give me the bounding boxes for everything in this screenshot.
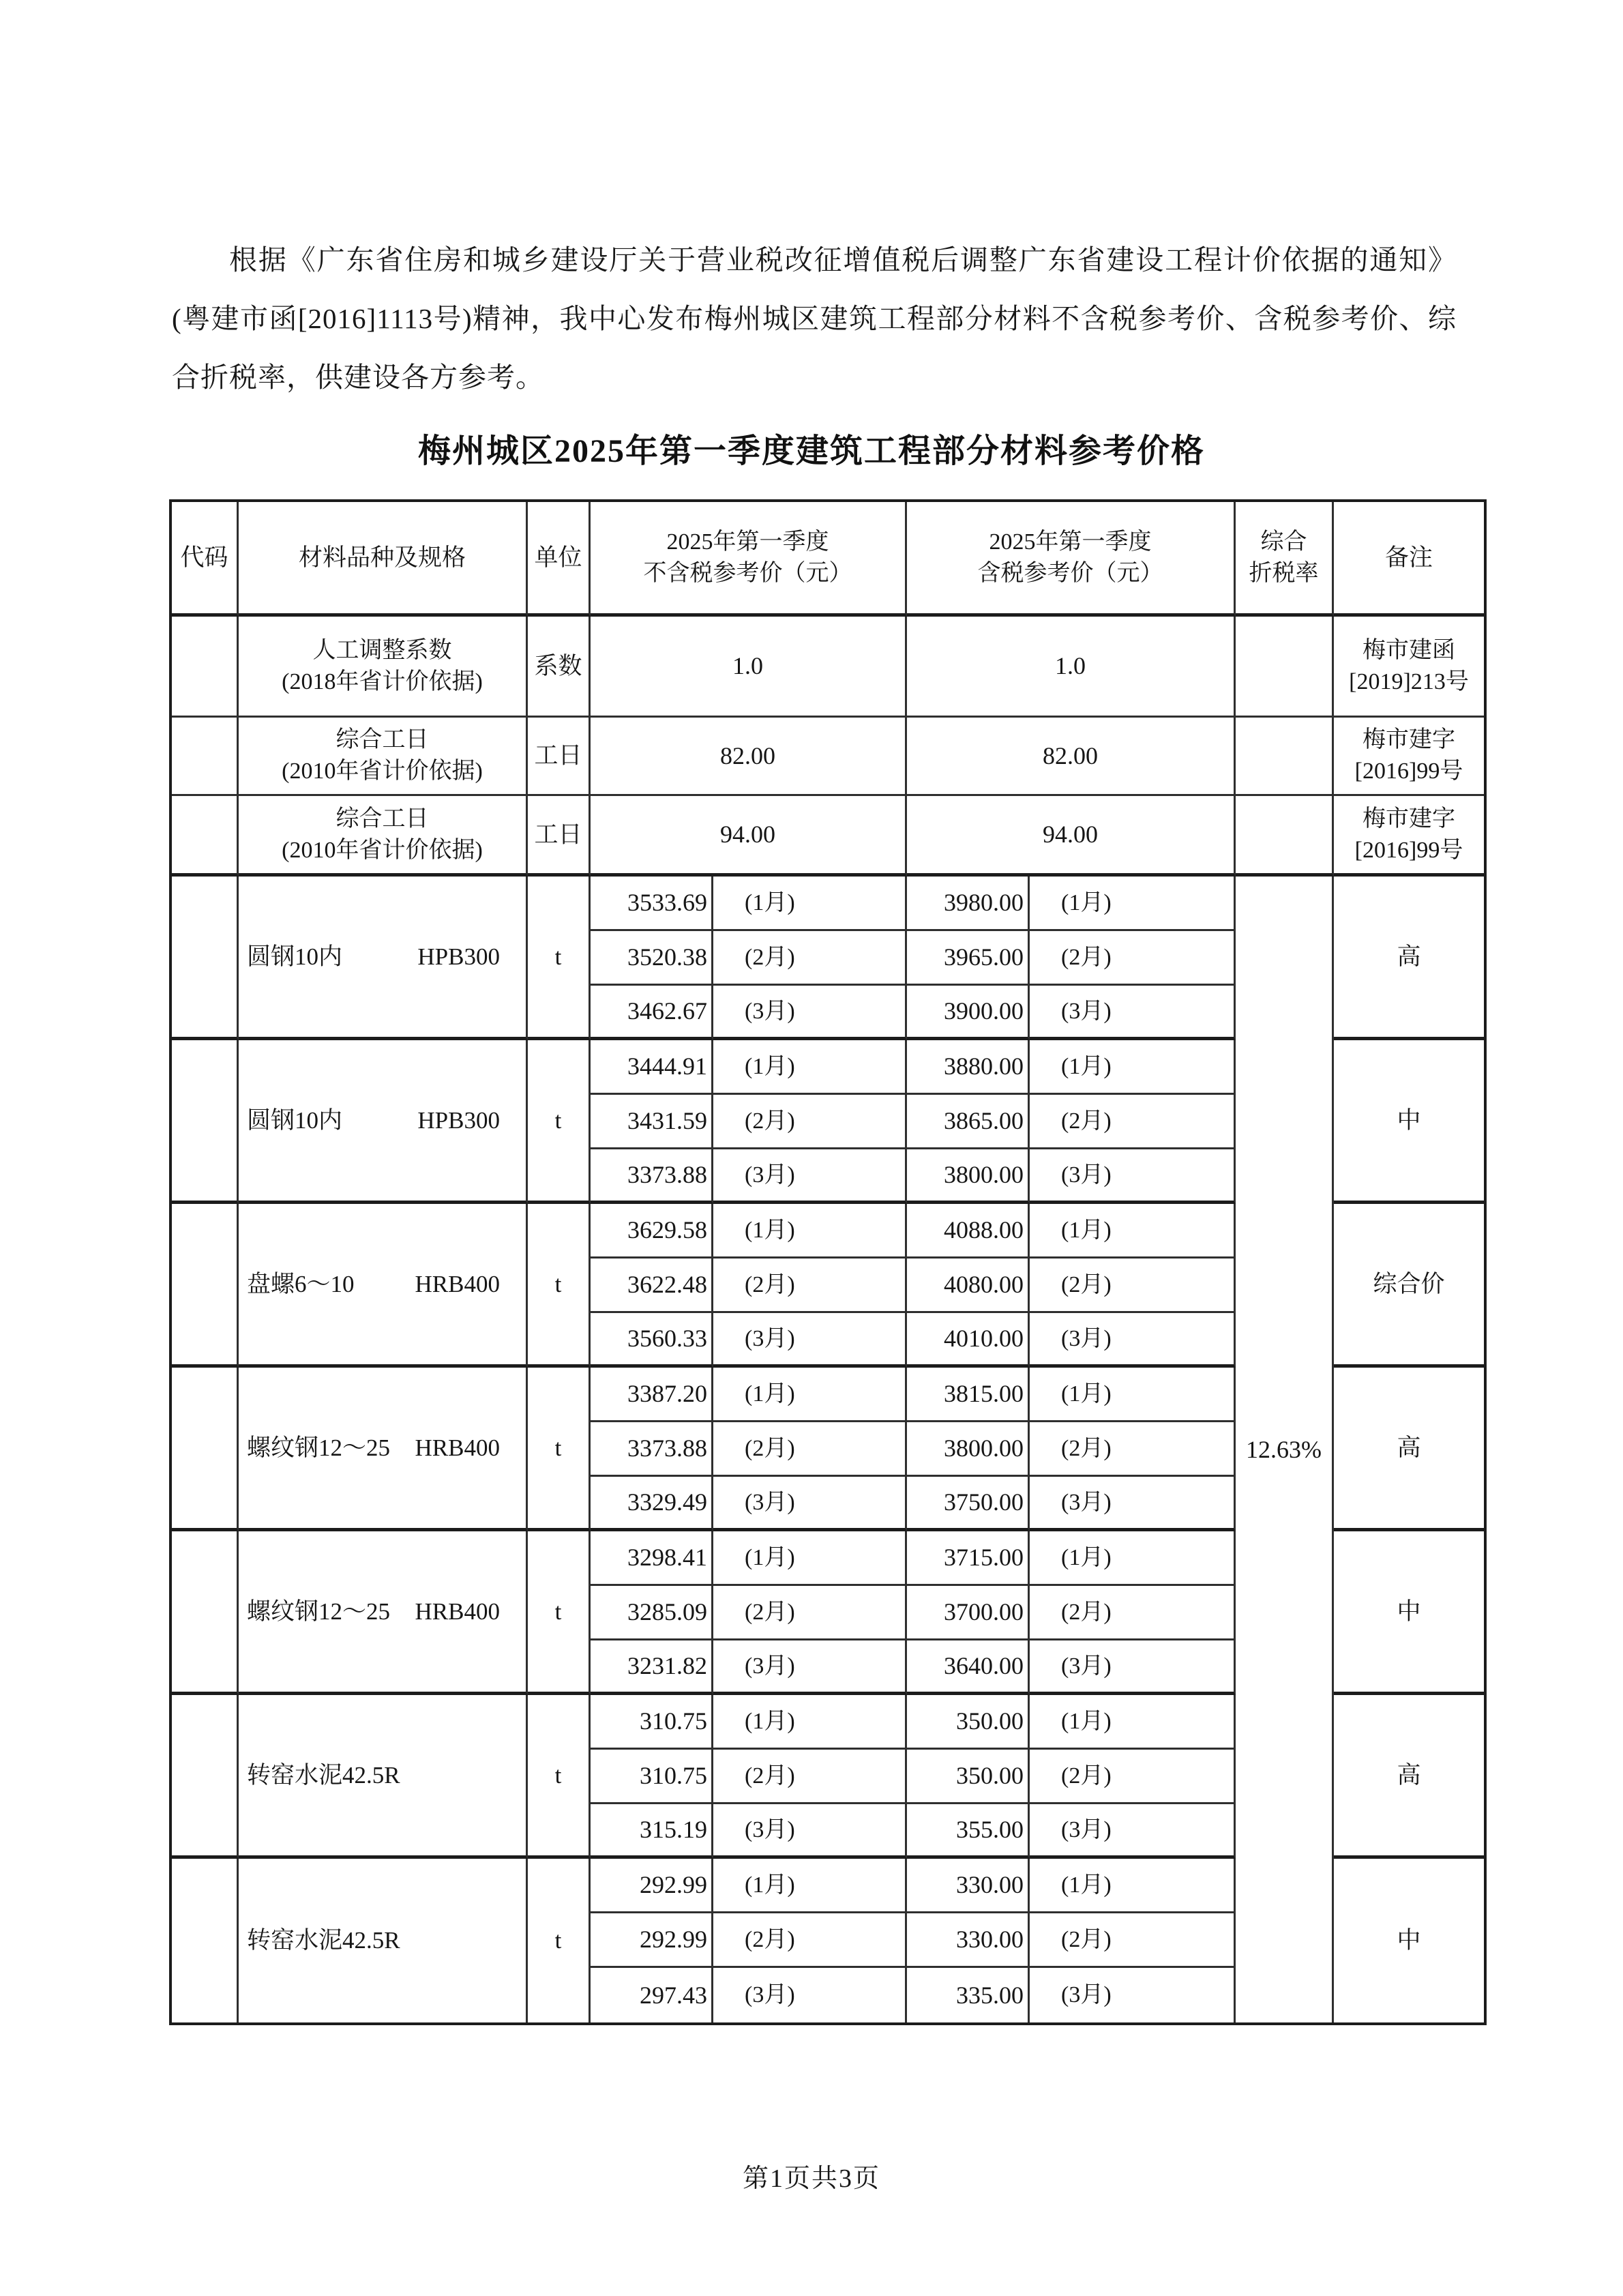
row1-code-cell <box>172 718 239 796</box>
incl-month-label: (3月) <box>1030 1149 1236 1204</box>
incl-price: 3880.00 <box>907 1040 1030 1095</box>
excl-price: 3373.88 <box>591 1422 713 1477</box>
row0-code-cell <box>172 617 239 718</box>
excl-month-label: (3月) <box>713 1477 907 1531</box>
group0-remark-cell: 高 <box>1334 877 1484 1040</box>
group6-remark-cell: 中 <box>1397 1927 1421 1954</box>
incl-price: 4088.00 <box>907 1204 1030 1259</box>
incl-month-label: (2月) <box>1030 931 1236 986</box>
excl-month-label: (3月) <box>713 1640 907 1695</box>
excl-month-label: (1月) <box>713 1695 907 1750</box>
incl-month-label: (1月) <box>1030 1040 1236 1095</box>
excl-price: 310.75 <box>591 1750 713 1804</box>
group0-material-spec: HPB300 <box>417 943 500 970</box>
incl-month-label: (2月) <box>1030 1259 1236 1313</box>
group5-unit-cell: t <box>528 1695 591 1859</box>
group4-unit-cell: t <box>528 1531 591 1695</box>
header-tax-rate <box>1236 502 1334 617</box>
incl-month-label: (2月) <box>1030 1750 1236 1804</box>
incl-price: 3800.00 <box>907 1422 1030 1477</box>
excl-month-label: (2月) <box>713 1259 907 1313</box>
excl-price: 3629.58 <box>591 1204 713 1259</box>
group6-material-name: 转窑水泥42.5R <box>247 1927 400 1954</box>
incl-price: 3865.00 <box>907 1095 1030 1149</box>
row1-remark-cell <box>1334 718 1484 796</box>
incl-price: 355.00 <box>907 1804 1030 1859</box>
page-number: 第1页共3页 <box>742 2164 880 2193</box>
table-title: 梅州城区2025年第一季度建筑工程部分材料参考价格 <box>417 433 1205 469</box>
incl-price: 4080.00 <box>907 1259 1030 1313</box>
group0-material-name: 圆钢10内 <box>247 943 343 970</box>
excl-month-label: (3月) <box>713 1968 907 2022</box>
excl-price: 3520.38 <box>591 931 713 986</box>
incl-month-label: (2月) <box>1030 1913 1236 1968</box>
group1-material-cell <box>239 1040 528 1204</box>
row0-remark-line2: [2019]213号 <box>1349 668 1469 694</box>
row2-excl-price: 94.00 <box>591 796 907 877</box>
excl-price: 3329.49 <box>591 1477 713 1531</box>
excl-price: 3231.82 <box>591 1640 713 1695</box>
header-material: 材料品种及规格 <box>239 502 528 617</box>
incl-month-label: (1月) <box>1030 1531 1236 1586</box>
group3-remark-cell: 高 <box>1334 1368 1484 1531</box>
excl-month-label: (3月) <box>713 1149 907 1204</box>
incl-month-label: (1月) <box>1030 1695 1236 1750</box>
excl-price: 3462.67 <box>591 986 713 1040</box>
header-incl-line1: 2025年第一季度 <box>989 529 1152 555</box>
group3-material-spec: HRB400 <box>415 1434 500 1461</box>
incl-price: 3965.00 <box>907 931 1030 986</box>
incl-month-label: (3月) <box>1030 1477 1236 1531</box>
group2-code-cell <box>172 1204 239 1368</box>
group0-unit-cell: t <box>528 877 591 1040</box>
excl-month-label: (2月) <box>713 931 907 986</box>
group1-remark-cell: 中 <box>1334 1040 1484 1204</box>
incl-price: 350.00 <box>907 1695 1030 1750</box>
intro-paragraph: 根据《广东省住房和城乡建设厅关于营业税改征增值税后调整广东省建设工程计价依据的通知》(粤建市函[2016]1113号)精神，我中心发布梅州城区建筑工程部分材料不含税参考价、含税参考价、综合折税率，供建设各方参考。 <box>172 244 1457 393</box>
incl-price: 330.00 <box>907 1859 1030 1913</box>
incl-month-label: (1月) <box>1030 877 1236 931</box>
row0-remark-line1: 梅市建函 <box>1363 637 1455 663</box>
row2-incl-price: 94.00 <box>907 796 1236 877</box>
incl-price: 4010.00 <box>907 1313 1030 1368</box>
excl-price: 3387.20 <box>591 1368 713 1422</box>
excl-month-label: (3月) <box>713 986 907 1040</box>
group5-code-cell <box>172 1695 239 1859</box>
incl-price: 350.00 <box>907 1750 1030 1804</box>
incl-month-label: (3月) <box>1030 986 1236 1040</box>
incl-month-label: (2月) <box>1030 1586 1236 1640</box>
excl-month-label: (2月) <box>713 1422 907 1477</box>
group3-unit-cell: t <box>528 1368 591 1531</box>
material-price-table <box>169 499 1487 2025</box>
excl-month-label: (1月) <box>713 1859 907 1913</box>
excl-price: 297.43 <box>591 1968 713 2022</box>
excl-month-label: (2月) <box>713 1095 907 1149</box>
group6-code-cell <box>172 1859 239 2022</box>
row1-unit-cell: 工日 <box>528 718 591 796</box>
header-price-excl-tax <box>591 502 907 617</box>
incl-price: 3640.00 <box>907 1640 1030 1695</box>
group4-material-spec: HRB400 <box>415 1598 500 1625</box>
incl-price: 335.00 <box>907 1968 1030 2022</box>
row2-remark-line1: 梅市建字 <box>1363 806 1455 831</box>
excl-month-label: (1月) <box>713 1531 907 1586</box>
incl-month-label: (1月) <box>1030 1859 1236 1913</box>
group0-material-cell <box>239 877 528 1040</box>
group1-unit-cell: t <box>528 1040 591 1204</box>
row1-material-line1: 综合工日 <box>336 727 429 753</box>
row0-unit-cell: 系数 <box>528 617 591 718</box>
row1-tax-cell <box>1236 718 1334 796</box>
incl-month-label: (3月) <box>1030 1968 1236 2022</box>
group4-remark-cell: 中 <box>1334 1531 1484 1695</box>
group3-code-cell <box>172 1368 239 1531</box>
row2-remark-cell <box>1334 796 1484 877</box>
row0-material-cell <box>239 617 528 718</box>
group1-material-name: 圆钢10内 <box>247 1106 343 1134</box>
excl-price: 3285.09 <box>591 1586 713 1640</box>
incl-price: 3815.00 <box>907 1368 1030 1422</box>
row2-remark-line2: [2016]99号 <box>1354 837 1463 863</box>
incl-month-label: (2月) <box>1030 1095 1236 1149</box>
row0-tax-cell <box>1236 617 1334 718</box>
tax-rate-merged-cell: 12.63% <box>1236 877 1334 2022</box>
header-excl-line2: 不含税参考价（元） <box>643 560 852 586</box>
excl-month-label: (3月) <box>713 1313 907 1368</box>
excl-price: 3622.48 <box>591 1259 713 1313</box>
incl-price: 3715.00 <box>907 1531 1030 1586</box>
excl-price: 310.75 <box>591 1695 713 1750</box>
group6-material-cell <box>239 1859 528 2022</box>
incl-price: 3700.00 <box>907 1586 1030 1640</box>
header-code: 代码 <box>172 502 239 617</box>
group5-remark-cell: 高 <box>1334 1695 1484 1859</box>
excl-price: 292.99 <box>591 1859 713 1913</box>
header-excl-line1: 2025年第一季度 <box>666 529 829 555</box>
row1-material-line2: (2010年省计价依据) <box>282 759 483 784</box>
incl-price: 3750.00 <box>907 1477 1030 1531</box>
incl-price: 3800.00 <box>907 1149 1030 1204</box>
group6-unit-cell: t <box>528 1859 591 2022</box>
incl-price: 3980.00 <box>907 877 1030 931</box>
excl-price: 3373.88 <box>591 1149 713 1204</box>
row2-unit-cell: 工日 <box>528 796 591 877</box>
row1-excl-price: 82.00 <box>591 718 907 796</box>
row1-material-cell <box>239 718 528 796</box>
incl-month-label: (1月) <box>1030 1204 1236 1259</box>
group2-remark-cell: 综合价 <box>1334 1204 1484 1368</box>
excl-month-label: (3月) <box>713 1804 907 1859</box>
row0-excl-price: 1.0 <box>591 617 907 718</box>
row2-material-line1: 综合工日 <box>336 806 429 831</box>
incl-price: 3900.00 <box>907 986 1030 1040</box>
group5-material-cell <box>239 1695 528 1859</box>
header-incl-line2: 含税参考价（元） <box>977 560 1163 586</box>
excl-month-label: (1月) <box>713 1040 907 1095</box>
row0-material-line1: 人工调整系数 <box>312 637 452 663</box>
incl-month-label: (3月) <box>1030 1640 1236 1695</box>
group2-material-spec: HRB400 <box>415 1270 500 1297</box>
group4-material-cell <box>239 1531 528 1695</box>
incl-month-label: (1月) <box>1030 1368 1236 1422</box>
group5-material-name: 转窑水泥42.5R <box>247 1761 400 1789</box>
row2-material-line2: (2010年省计价依据) <box>282 837 483 863</box>
group4-code-cell <box>172 1531 239 1695</box>
row0-material-line2: (2018年省计价依据) <box>282 668 483 694</box>
excl-month-label: (2月) <box>713 1586 907 1640</box>
incl-price: 330.00 <box>907 1913 1030 1968</box>
row1-incl-price: 82.00 <box>907 718 1236 796</box>
excl-month-label: (1月) <box>713 1368 907 1422</box>
group1-material-spec: HPB300 <box>417 1106 500 1134</box>
header-unit: 单位 <box>528 502 591 617</box>
group3-material-cell <box>239 1368 528 1531</box>
excl-month-label: (2月) <box>713 1750 907 1804</box>
group2-material-cell <box>239 1204 528 1368</box>
row1-remark-line1: 梅市建字 <box>1363 727 1455 753</box>
group2-material-name: 盘螺6～10 <box>247 1270 355 1297</box>
group4-material-name: 螺纹钢12～25 <box>247 1598 391 1625</box>
excl-price: 3533.69 <box>591 877 713 931</box>
incl-month-label: (2月) <box>1030 1422 1236 1477</box>
group2-unit-cell: t <box>528 1204 591 1368</box>
row0-remark-cell <box>1334 617 1484 718</box>
excl-month-label: (1月) <box>713 877 907 931</box>
excl-price: 3560.33 <box>591 1313 713 1368</box>
header-price-incl-tax <box>907 502 1236 617</box>
incl-month-label: (3月) <box>1030 1804 1236 1859</box>
excl-price: 3444.91 <box>591 1040 713 1095</box>
row2-code-cell <box>172 796 239 877</box>
excl-price: 315.19 <box>591 1804 713 1859</box>
row1-remark-line2: [2016]99号 <box>1354 759 1463 784</box>
group0-code-cell <box>172 877 239 1040</box>
row2-material-cell <box>239 796 528 877</box>
group3-material-name: 螺纹钢12～25 <box>247 1434 391 1461</box>
excl-price: 292.99 <box>591 1913 713 1968</box>
header-remark: 备注 <box>1334 502 1484 617</box>
excl-price: 3431.59 <box>591 1095 713 1149</box>
excl-month-label: (2月) <box>713 1913 907 1968</box>
header-tax-line2: 折税率 <box>1249 560 1319 586</box>
header-tax-line1: 综合 <box>1260 529 1307 555</box>
incl-month-label: (3月) <box>1030 1313 1236 1368</box>
row0-incl-price: 1.0 <box>907 617 1236 718</box>
excl-month-label: (1月) <box>713 1204 907 1259</box>
excl-price: 3298.41 <box>591 1531 713 1586</box>
group1-code-cell <box>172 1040 239 1204</box>
row2-tax-cell <box>1236 796 1334 877</box>
